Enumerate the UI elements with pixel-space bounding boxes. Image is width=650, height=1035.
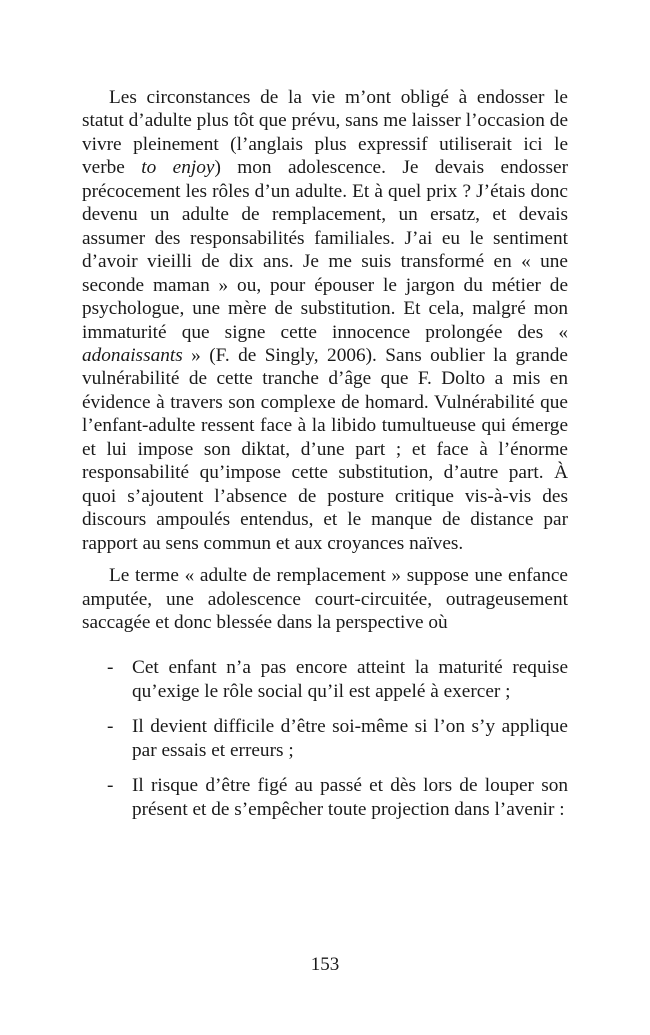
list-item [82, 656, 568, 703]
list-dash: - [107, 657, 114, 679]
paragraph-2 [82, 564, 568, 634]
list-item [82, 715, 568, 762]
paragraph-1-text-b: ) mon adolescence. Je devais endosser précocement les rôles d’un adulte. Et à quel prix ? J’étais donc devenu un adulte de remplacement, un ersatz, et devais assumer des responsabilités familiales. J’ai eu le sentiment d’avoir vieilli de dix ans. Je me suis transformé en « une seconde maman » ou, pour épouser le jargon du métier de psychologue, une mère de substitution. Et cela, malgré mon immaturité que signe cette innocence prolongée des « [82, 157, 568, 343]
list-dash: - [107, 775, 114, 797]
paragraph-1 [82, 86, 568, 555]
dash-list [82, 656, 568, 821]
paragraph-1-italic-to-enjoy: to enjoy [141, 157, 215, 179]
page-number: 153 [310, 954, 340, 975]
paragraph-1-text-c: » (F. de Singly, 2006). Sans oublier la grande vulnérabilité de cette tranche d’âge que F. Dolto a mis en évidence à travers son complexe de homard. Vulnérabilité que l’enfant-adulte ressent face à la libido tumultueuse qui émerge et lui impose son diktat, d’une part ; et face à l’énorme responsabilité qu’impose cette substitution, d’autre part. À quoi s’ajoutent l’absence de posture critique vis-à-vis des discours ampoulés entendus, et le manque de distance par rapport au sens commun et aux croyances naïves. [82, 344, 568, 554]
paragraph-1-italic-adonaissants: adonaissants [82, 344, 183, 366]
paragraph-1-text-a: Les circonstances de la vie m’ont obligé à endosser le statut d’adulte plus tôt que prévu, sans me laisser l’occasion de vivre pleinement (l’anglais plus expressif utiliserait ici le verbe [82, 87, 568, 179]
paragraph-2-text: Le terme « adulte de remplacement » suppose une enfance amputée, une adolescence court-circuitée, outrageusement saccagée et donc blessée dans la perspective où [82, 565, 568, 633]
list-item-text: Il risque d’être figé au passé et dès lors de louper son présent et de s’empêcher toute projection dans l’avenir : [132, 775, 568, 820]
list-item-text: Il devient difficile d’être soi-même si l’on s’y applique par essais et erreurs ; [132, 716, 568, 761]
list-item-text: Cet enfant n’a pas encore atteint la maturité requise qu’exige le rôle social qu’il est appelé à exercer ; [132, 657, 568, 702]
list-item [82, 774, 568, 821]
page-body [82, 86, 568, 833]
list-dash: - [107, 716, 114, 738]
